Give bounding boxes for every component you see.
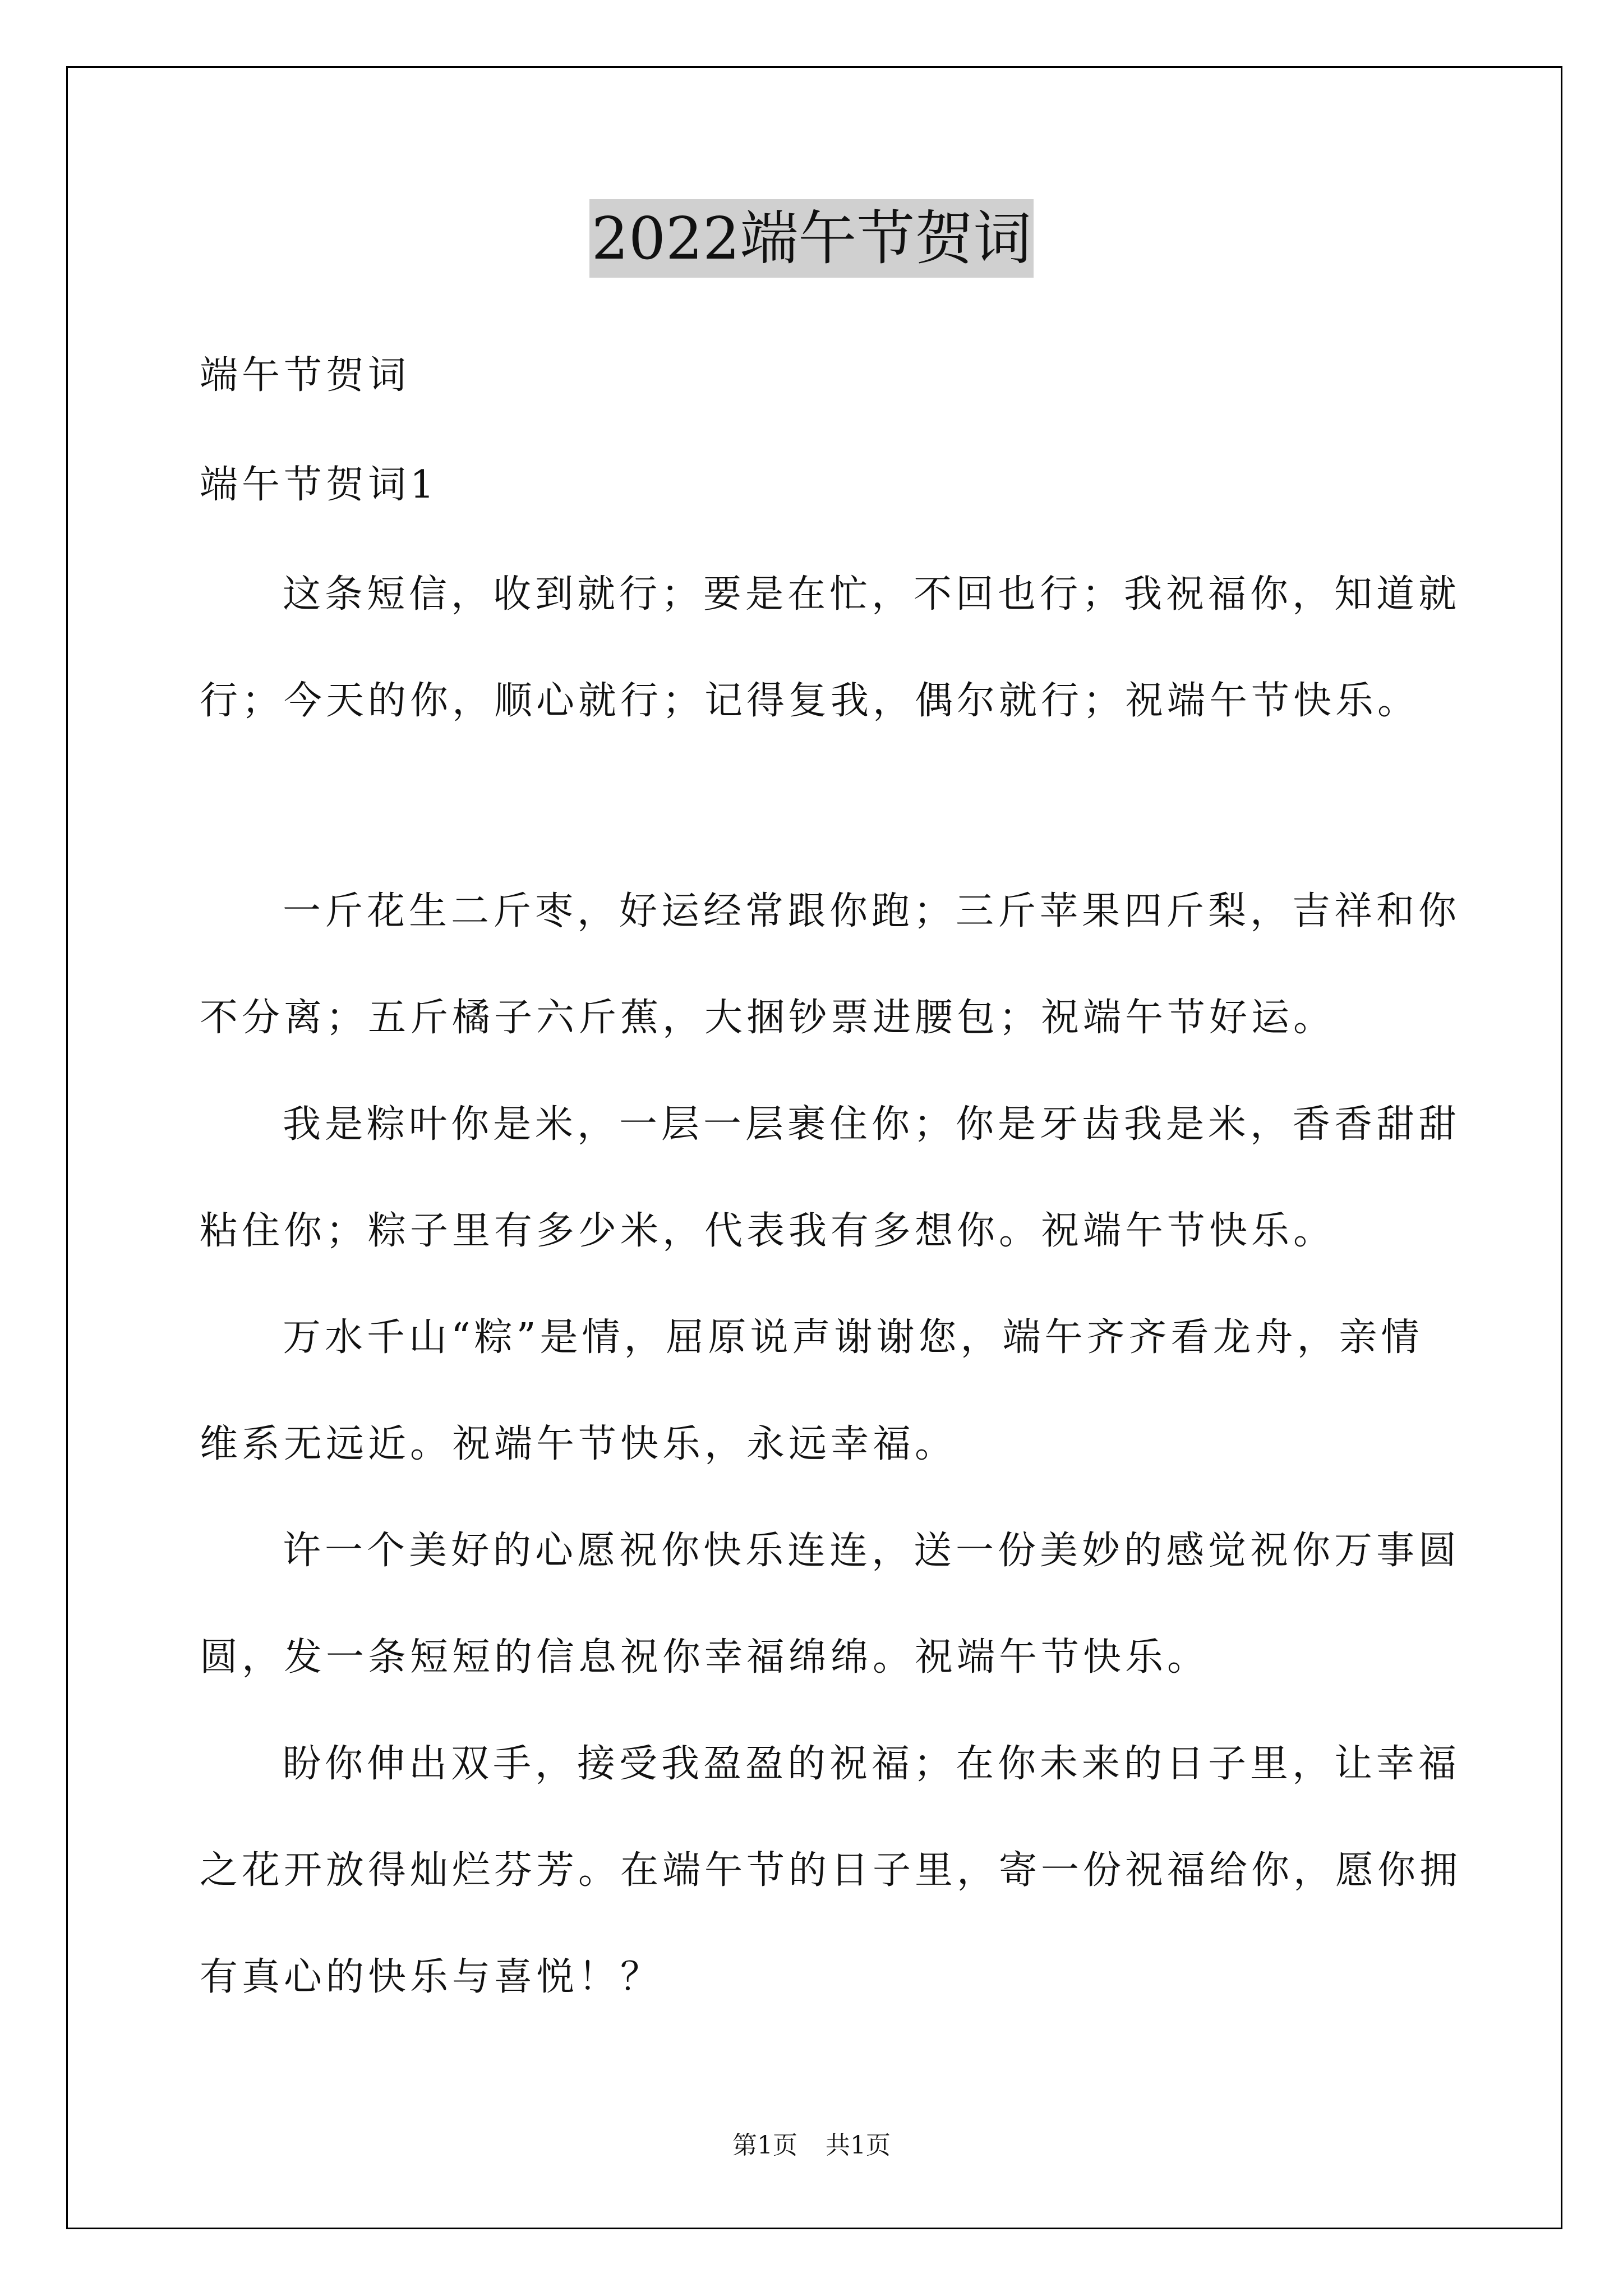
heading-2: 端午节贺词1: [200, 463, 439, 507]
paragraph-3-line-1: 我是粽叶你是米，一层一层裹住你；你是牙齿我是米，香香甜甜: [283, 1102, 1461, 1147]
paragraph-5-line-1: 许一个美好的心愿祝你快乐连连，送一份美妙的感觉祝你万事圆: [283, 1529, 1461, 1573]
paragraph-1-line-1: 这条短信，收到就行；要是在忙，不回也行；我祝福你，知道就: [283, 572, 1461, 616]
paragraph-2-line-2: 不分离；五斤橘子六斤蕉，大捆钞票进腰包；祝端午节好运。: [200, 996, 1336, 1040]
title-container: [0, 199, 1623, 278]
paragraph-1-line-2: 行；今天的你，顺心就行；记得复我，偶尔就行；祝端午节快乐。: [200, 679, 1420, 723]
page-footer: [0, 2129, 1623, 2162]
heading-1: 端午节贺词: [200, 353, 411, 398]
paragraph-6-line-2: 之花开放得灿烂芬芳。在端午节的日子里，寄一份祝福给你，愿你拥: [200, 1848, 1462, 1893]
paragraph-6-line-3: 有真心的快乐与喜悦！？: [200, 1955, 663, 1999]
paragraph-2-line-1: 一斤花生二斤枣，好运经常跟你跑；三斤苹果四斤梨，吉祥和你: [283, 889, 1461, 933]
paragraph-3-line-2: 粘住你；粽子里有多少米，代表我有多想你。祝端午节快乐。: [200, 1209, 1336, 1253]
paragraph-4-line-2: 维系无远近。祝端午节快乐，永远幸福。: [200, 1422, 957, 1466]
page-number-current: 第1页: [732, 2131, 797, 2160]
document-title: 2022端午节贺词: [589, 199, 1034, 278]
paragraph-5-line-2: 圆，发一条短短的信息祝你幸福绵绵。祝端午节快乐。: [200, 1635, 1210, 1680]
paragraph-4-line-1: 万水千山“粽”是情，屈原说声谢谢您，端午齐齐看龙舟，亲情: [283, 1315, 1423, 1360]
page-number-total: 共1页: [826, 2131, 891, 2160]
paragraph-6-line-1: 盼你伸出双手，接受我盈盈的祝福；在你未来的日子里，让幸福: [283, 1742, 1461, 1786]
